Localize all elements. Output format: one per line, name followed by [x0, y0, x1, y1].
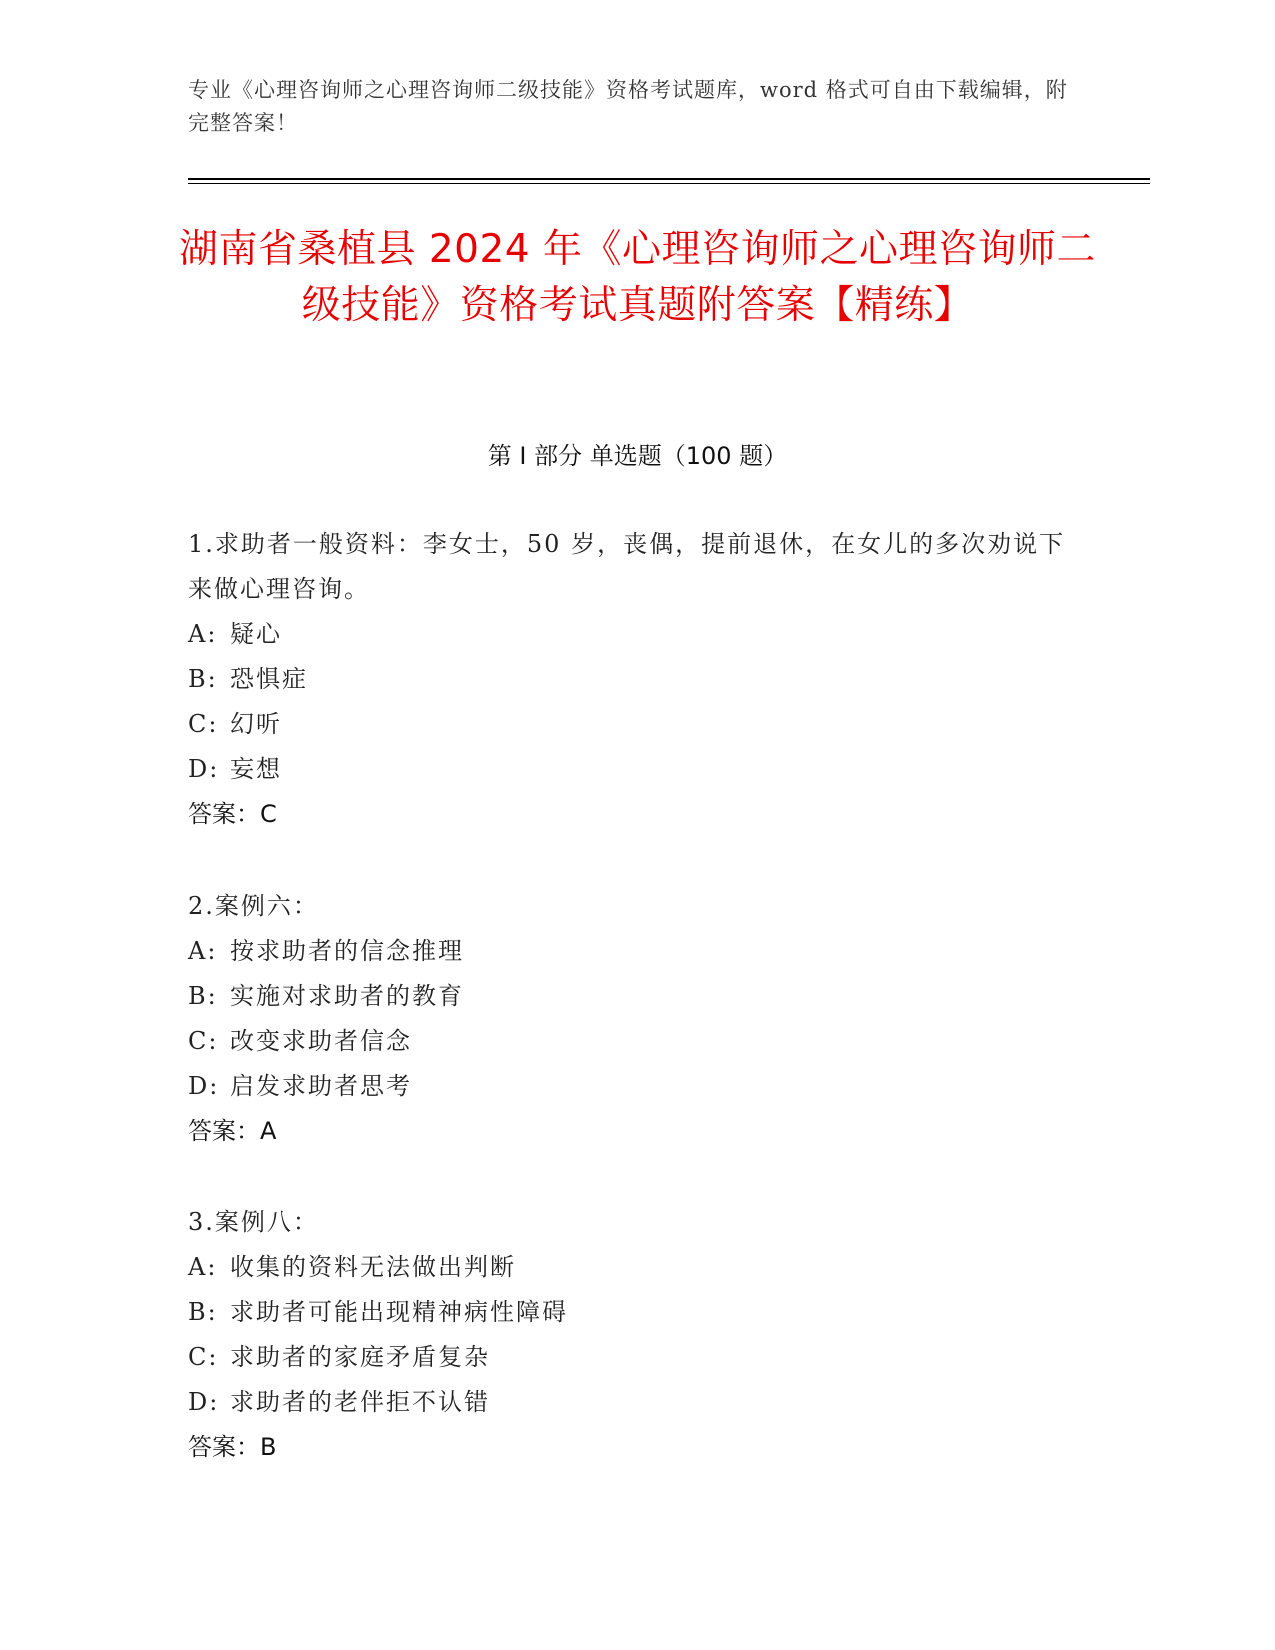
option-letter: D: — [188, 755, 220, 783]
option-text: 求助者的老伴拒不认错 — [230, 1388, 490, 1416]
option-text: 幻听 — [230, 710, 282, 738]
section-heading: 第 I 部分 单选题（100 题） — [487, 442, 788, 470]
option-text: 求助者可能出现精神病性障碍 — [230, 1298, 568, 1326]
option-text: 改变求助者信念 — [230, 1027, 412, 1055]
option-letter: C: — [188, 1027, 219, 1055]
option-d — [188, 1380, 1088, 1425]
option-letter: D: — [188, 1388, 220, 1416]
option-a — [188, 1245, 1088, 1290]
option-letter: D: — [188, 1072, 220, 1100]
option-b — [188, 657, 1088, 702]
answer: 答案：C — [188, 800, 277, 828]
option-text: 按求助者的信念推理 — [230, 937, 464, 965]
option-letter: B: — [188, 1298, 218, 1326]
option-d — [188, 1064, 1088, 1109]
answer: 答案：A — [188, 1117, 277, 1145]
option-text: 启发求助者思考 — [230, 1072, 412, 1100]
option-a — [188, 929, 1088, 974]
option-text: 疑心 — [230, 620, 282, 648]
header-note: 专业《心理咨询师之心理咨询师二级技能》资格考试题库，word 格式可自由下载编辑，附完整答案！ — [188, 78, 1068, 135]
option-c — [188, 702, 1088, 747]
option-b — [188, 1290, 1088, 1335]
option-letter: A: — [188, 937, 218, 965]
option-letter: B: — [188, 665, 218, 693]
option-c — [188, 1019, 1088, 1064]
option-letter: A: — [188, 620, 218, 648]
option-text: 恐惧症 — [230, 665, 308, 693]
option-text: 收集的资料无法做出判断 — [230, 1253, 516, 1281]
question-stem: 1.求助者一般资料：李女士，50 岁，丧偶，提前退休，在女儿的多次劝说下来做心理咨询。 — [188, 530, 1066, 603]
option-b — [188, 974, 1088, 1019]
option-a — [188, 612, 1088, 657]
question-3 — [188, 1200, 1088, 1470]
option-text: 妄想 — [230, 755, 282, 783]
question-stem: 2.案例六： — [188, 892, 319, 920]
option-text: 实施对求助者的教育 — [230, 982, 464, 1010]
question-1 — [188, 522, 1088, 837]
option-c — [188, 1335, 1088, 1380]
option-letter: C: — [188, 1343, 219, 1371]
question-2 — [188, 884, 1088, 1154]
option-text: 求助者的家庭矛盾复杂 — [230, 1343, 490, 1371]
option-d — [188, 747, 1088, 792]
document-title: 湖南省桑植县 2024 年《心理咨询师之心理咨询师二级技能》资格考试真题附答案【精练】 — [178, 227, 1097, 328]
option-letter: B: — [188, 982, 218, 1010]
question-stem: 3.案例八： — [188, 1208, 319, 1236]
answer: 答案：B — [188, 1433, 277, 1461]
option-letter: C: — [188, 710, 219, 738]
option-letter: A: — [188, 1253, 218, 1281]
header-divider-thick — [188, 178, 1150, 180]
header-divider-thin — [188, 183, 1150, 184]
